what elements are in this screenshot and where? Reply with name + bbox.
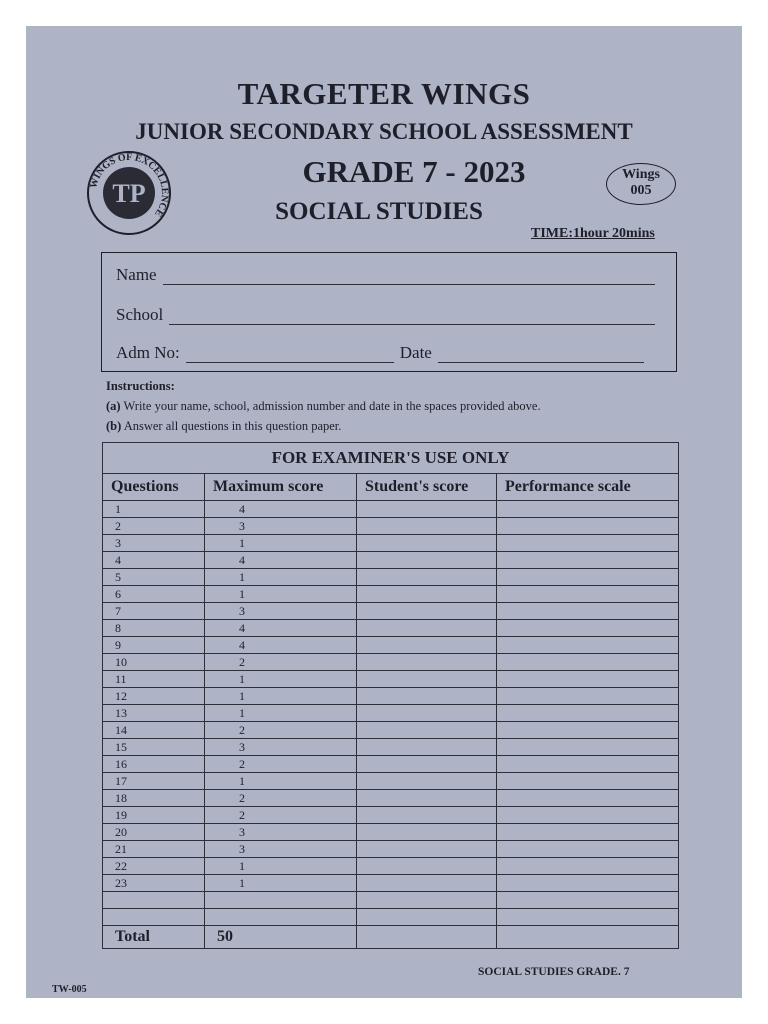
grade-title: GRADE 7 - 2023 xyxy=(302,154,526,189)
col-performance-scale: Performance scale xyxy=(497,474,679,501)
student-score-cell[interactable] xyxy=(357,637,497,654)
adm-label: Adm No: xyxy=(116,343,180,362)
question-number: 9 xyxy=(103,637,205,654)
performance-scale-cell[interactable] xyxy=(497,671,679,688)
name-row xyxy=(116,265,655,285)
maximum-score: 2 xyxy=(205,807,357,824)
col-questions: Questions xyxy=(103,474,205,501)
student-score-cell[interactable] xyxy=(357,739,497,756)
table-caption-row xyxy=(103,443,679,474)
school-field[interactable] xyxy=(169,310,655,325)
maximum-score: 4 xyxy=(205,552,357,569)
student-score-cell[interactable] xyxy=(357,722,497,739)
performance-scale-cell[interactable] xyxy=(497,722,679,739)
question-number: 15 xyxy=(103,739,205,756)
table-caption: FOR EXAMINER'S USE ONLY xyxy=(103,443,679,474)
exam-paper xyxy=(26,26,742,998)
question-number: 10 xyxy=(103,654,205,671)
question-number: 23 xyxy=(103,875,205,892)
table-row xyxy=(103,501,679,518)
date-field[interactable] xyxy=(438,348,644,363)
question-number: 3 xyxy=(103,535,205,552)
school-label: School xyxy=(116,305,164,324)
table-row xyxy=(103,620,679,637)
student-score-cell[interactable] xyxy=(357,824,497,841)
table-row xyxy=(103,739,679,756)
student-score-cell[interactable] xyxy=(357,654,497,671)
question-number: 7 xyxy=(103,603,205,620)
student-score-cell[interactable] xyxy=(357,875,497,892)
instructions xyxy=(106,376,541,436)
col-maximum-score: Maximum score xyxy=(205,474,357,501)
table-total-row xyxy=(103,926,679,949)
maximum-score: 3 xyxy=(205,603,357,620)
performance-scale-cell[interactable] xyxy=(497,773,679,790)
instruction-a: (a) Write your name, school, admission number and date in the spaces provided above. xyxy=(106,399,541,413)
subject-title: SOCIAL STUDIES xyxy=(275,198,483,225)
adm-field[interactable] xyxy=(186,348,394,363)
maximum-score: 2 xyxy=(205,756,357,773)
performance-scale-cell[interactable] xyxy=(497,637,679,654)
performance-scale-cell[interactable] xyxy=(497,535,679,552)
table-row xyxy=(103,790,679,807)
student-score-cell[interactable] xyxy=(357,756,497,773)
student-score-cell[interactable] xyxy=(357,790,497,807)
instructions-heading: Instructions: xyxy=(106,379,175,393)
student-score-cell[interactable] xyxy=(357,807,497,824)
performance-scale-cell[interactable] xyxy=(497,603,679,620)
student-score-cell[interactable] xyxy=(357,535,497,552)
table-row xyxy=(103,654,679,671)
question-number: 8 xyxy=(103,620,205,637)
table-row xyxy=(103,569,679,586)
maximum-score: 1 xyxy=(205,569,357,586)
question-number: 13 xyxy=(103,705,205,722)
student-score-cell[interactable] xyxy=(357,620,497,637)
table-row xyxy=(103,535,679,552)
performance-scale-cell[interactable] xyxy=(497,858,679,875)
table-row xyxy=(103,722,679,739)
performance-scale-cell[interactable] xyxy=(497,654,679,671)
student-score-cell[interactable] xyxy=(357,552,497,569)
svg-text:WINGS OF EXCELLENCE: WINGS OF EXCELLENCE xyxy=(88,151,171,219)
student-score-cell[interactable] xyxy=(357,688,497,705)
table-row-blank xyxy=(103,892,679,909)
name-label: Name xyxy=(116,265,157,284)
date-label: Date xyxy=(399,343,432,362)
total-value: 50 xyxy=(205,926,357,949)
student-score-cell[interactable] xyxy=(357,518,497,535)
question-number: 12 xyxy=(103,688,205,705)
performance-scale-cell[interactable] xyxy=(497,501,679,518)
performance-scale-cell[interactable] xyxy=(497,739,679,756)
instruction-b: (b) Answer all questions in this question paper. xyxy=(106,419,342,433)
performance-scale-cell[interactable] xyxy=(497,620,679,637)
maximum-score: 4 xyxy=(205,501,357,518)
maximum-score: 3 xyxy=(205,739,357,756)
maximum-score: 1 xyxy=(205,586,357,603)
question-number: 1 xyxy=(103,501,205,518)
maximum-score: 1 xyxy=(205,671,357,688)
maximum-score: 3 xyxy=(205,518,357,535)
table-row xyxy=(103,518,679,535)
total-student-score[interactable] xyxy=(357,926,497,949)
question-number: 4 xyxy=(103,552,205,569)
student-score-cell[interactable] xyxy=(357,858,497,875)
col-students-score: Student's score xyxy=(357,474,497,501)
table-row xyxy=(103,671,679,688)
assessment-title: JUNIOR SECONDARY SCHOOL ASSESSMENT xyxy=(135,119,633,144)
student-score-cell[interactable] xyxy=(357,603,497,620)
table-row xyxy=(103,586,679,603)
question-number: 19 xyxy=(103,807,205,824)
question-number: 18 xyxy=(103,790,205,807)
question-number: 11 xyxy=(103,671,205,688)
table-row xyxy=(103,637,679,654)
performance-scale-cell[interactable] xyxy=(497,552,679,569)
student-score-cell[interactable] xyxy=(357,671,497,688)
school-row xyxy=(116,305,655,325)
maximum-score: 3 xyxy=(205,841,357,858)
school-title: TARGETER WINGS xyxy=(237,76,531,111)
question-number: 21 xyxy=(103,841,205,858)
performance-scale-cell[interactable] xyxy=(497,875,679,892)
performance-scale-cell[interactable] xyxy=(497,807,679,824)
table-row xyxy=(103,875,679,892)
question-number: 22 xyxy=(103,858,205,875)
maximum-score: 1 xyxy=(205,688,357,705)
table-row xyxy=(103,603,679,620)
adm-date-row xyxy=(116,343,644,363)
candidate-details-box xyxy=(101,252,677,372)
maximum-score: 1 xyxy=(205,858,357,875)
maximum-score: 2 xyxy=(205,722,357,739)
performance-scale-cell[interactable] xyxy=(497,841,679,858)
table-row xyxy=(103,552,679,569)
maximum-score: 4 xyxy=(205,620,357,637)
question-number: 14 xyxy=(103,722,205,739)
student-score-cell[interactable] xyxy=(357,586,497,603)
performance-scale-cell[interactable] xyxy=(497,586,679,603)
question-number: 20 xyxy=(103,824,205,841)
table-row xyxy=(103,756,679,773)
total-performance[interactable] xyxy=(497,926,679,949)
footer-subject: SOCIAL STUDIES GRADE. 7 xyxy=(478,966,630,978)
table-row xyxy=(103,705,679,722)
table-row-blank xyxy=(103,909,679,926)
question-number: 2 xyxy=(103,518,205,535)
table-row xyxy=(103,807,679,824)
maximum-score: 4 xyxy=(205,637,357,654)
table-row xyxy=(103,824,679,841)
time-allowed: TIME:1hour 20mins xyxy=(531,226,655,241)
maximum-score: 2 xyxy=(205,654,357,671)
maximum-score: 1 xyxy=(205,535,357,552)
table-row xyxy=(103,688,679,705)
name-field[interactable] xyxy=(163,270,655,285)
student-score-cell[interactable] xyxy=(357,569,497,586)
maximum-score: 1 xyxy=(205,705,357,722)
table-row xyxy=(103,858,679,875)
student-score-cell[interactable] xyxy=(357,501,497,518)
maximum-score: 1 xyxy=(205,773,357,790)
table-row xyxy=(103,841,679,858)
svg-text:TP: TP xyxy=(112,179,146,208)
question-number: 17 xyxy=(103,773,205,790)
performance-scale-cell[interactable] xyxy=(497,705,679,722)
paper-code: TW-005 xyxy=(52,984,87,995)
performance-scale-cell[interactable] xyxy=(497,688,679,705)
examiner-score-table xyxy=(102,442,679,949)
student-score-cell[interactable] xyxy=(357,773,497,790)
table-header-row xyxy=(103,474,679,501)
paper-code-badge: Wings 005 xyxy=(606,163,676,205)
table-row xyxy=(103,773,679,790)
performance-scale-cell[interactable] xyxy=(497,518,679,535)
maximum-score: 2 xyxy=(205,790,357,807)
maximum-score: 3 xyxy=(205,824,357,841)
performance-scale-cell[interactable] xyxy=(497,756,679,773)
student-score-cell[interactable] xyxy=(357,705,497,722)
student-score-cell[interactable] xyxy=(357,841,497,858)
question-number: 6 xyxy=(103,586,205,603)
performance-scale-cell[interactable] xyxy=(497,790,679,807)
question-number: 5 xyxy=(103,569,205,586)
total-label: Total xyxy=(103,926,205,949)
maximum-score: 1 xyxy=(205,875,357,892)
performance-scale-cell[interactable] xyxy=(497,824,679,841)
performance-scale-cell[interactable] xyxy=(497,569,679,586)
question-number: 16 xyxy=(103,756,205,773)
